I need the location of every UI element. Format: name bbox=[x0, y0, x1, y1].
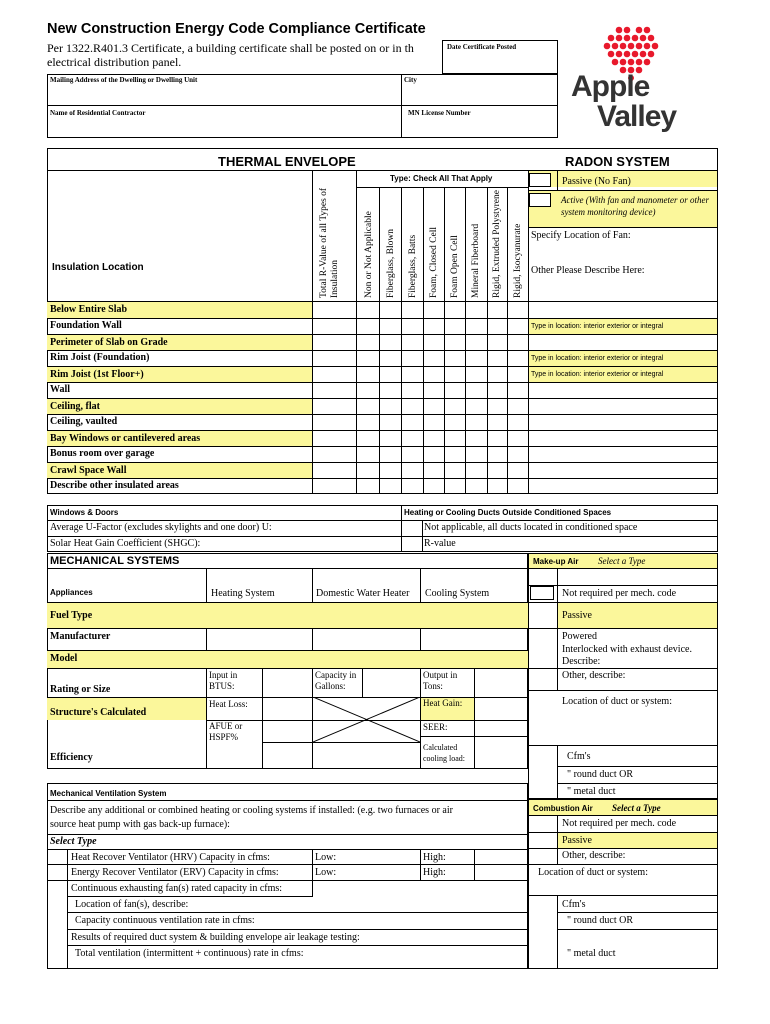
city-field[interactable] bbox=[401, 74, 558, 106]
combustion-round: " round duct OR bbox=[567, 915, 634, 926]
mechanical-title: MECHANICAL SYSTEMS bbox=[50, 555, 180, 567]
heat-loss-label: Heat Loss: bbox=[209, 699, 248, 709]
col-foam-open: Foam Open Cell bbox=[450, 235, 460, 298]
continuous-rate-label: Capacity continuous ventilation rate in cfms: bbox=[75, 915, 255, 926]
col-fiberglass-batts: Fiberglass, Batts bbox=[408, 234, 418, 298]
apple-valley-logo bbox=[571, 22, 725, 134]
makeup-metal: " metal duct bbox=[567, 786, 616, 797]
logo-text-valley: Valley bbox=[597, 100, 677, 133]
page-title: New Construction Energy Code Compliance Certificate bbox=[47, 21, 426, 37]
erv-label: Energy Recover Ventilator (ERV) Capacity in cfms: bbox=[71, 867, 279, 878]
makeup-location: Location of duct or system: bbox=[562, 696, 672, 707]
hrv-low-label: Low: bbox=[315, 852, 337, 863]
row-rim-joist-first: Rim Joist (1st Floor+) bbox=[47, 367, 312, 383]
row-bay-windows: Bay Windows or cantilevered areas bbox=[47, 431, 312, 447]
page-subtitle: Per 1322.R401.3 Certificate, a building certificate shall be posted on or in th electrical distribution panel. bbox=[47, 41, 414, 69]
row-perimeter-slab: Perimeter of Slab on Grade bbox=[47, 335, 312, 351]
col-rigid-iso: Rigid, Isocyanurate bbox=[513, 223, 523, 298]
heating-system-label: Heating System bbox=[211, 588, 275, 599]
col-none: Non or Not Applicable bbox=[364, 211, 374, 298]
hrv-label: Heat Recover Ventilator (HRV) Capacity in cfms: bbox=[71, 852, 270, 863]
combustion-location: Location of duct or system: bbox=[538, 867, 648, 878]
efficiency-label: Efficiency bbox=[50, 752, 93, 763]
combustion-title: Combustion Air bbox=[533, 804, 593, 813]
combined-systems-label: Describe any additional or combined heating or cooling systems if installed: (e.g. two furnaces or air source heat pump with gas back-up furnace): bbox=[50, 805, 453, 830]
fan-location-label: Location of fan(s), describe: bbox=[75, 899, 189, 910]
hrv-high-label: High: bbox=[423, 852, 446, 863]
col-total-r-value: Total R-Value of all Types of Insulation bbox=[319, 187, 340, 298]
col-fiberglass-blown: Fiberglass, Blown bbox=[386, 229, 396, 298]
makeup-notreq: Not required per mech. code bbox=[562, 588, 677, 599]
mailing-address-field[interactable] bbox=[47, 74, 402, 106]
makeup-powered: Powered bbox=[562, 631, 597, 642]
seer-label: SEER: bbox=[423, 722, 448, 732]
water-heater-label: Domestic Water Heater bbox=[316, 588, 410, 599]
makeup-cfms: Cfm's bbox=[567, 751, 591, 762]
combustion-select: Select a Type bbox=[612, 803, 661, 813]
makeup-select: Select a Type bbox=[598, 556, 646, 566]
makeup-interlocked: Interlocked with exhaust device. Describe: bbox=[562, 644, 692, 667]
row-wall: Wall bbox=[50, 384, 71, 395]
calc-cooling-label: Calculated cooling load: bbox=[423, 743, 465, 763]
logo-text-apple: Apple bbox=[571, 70, 650, 103]
insulation-location-label: Insulation Location bbox=[52, 262, 144, 273]
ventilation-title: Mechanical Ventilation System bbox=[50, 789, 167, 798]
row-crawl-space: Crawl Space Wall bbox=[47, 463, 312, 479]
row-foundation-wall: Foundation Wall bbox=[50, 320, 122, 331]
shgc-label: Solar Heat Gain Coefficient (SHGC): bbox=[50, 538, 201, 549]
row-bonus-room: Bonus room over garage bbox=[50, 448, 155, 459]
makeup-notreq-checkbox[interactable] bbox=[530, 586, 554, 600]
radon-passive-checkbox[interactable] bbox=[529, 173, 551, 187]
radon-fan-location: Specify Location of Fan: bbox=[531, 230, 631, 241]
row-ceiling-vaulted: Ceiling, vaulted bbox=[50, 416, 118, 427]
mailing-label: Mailing Address of the Dwelling or Dwelling Unit bbox=[50, 76, 198, 84]
combustion-notreq: Not required per mech. code bbox=[562, 818, 677, 829]
radon-other: Other Please Describe Here: bbox=[531, 265, 645, 276]
erv-low-label: Low: bbox=[315, 867, 337, 878]
erv-high-label: High: bbox=[423, 867, 446, 878]
combustion-passive: Passive bbox=[562, 835, 592, 846]
foundation-wall-location[interactable]: Type in location: interior exterior or integral bbox=[529, 319, 717, 334]
makeup-title: Make-up Air bbox=[533, 557, 579, 566]
makeup-round: " round duct OR bbox=[567, 769, 634, 780]
col-mineral: Mineral Fiberboard bbox=[471, 223, 481, 298]
ducts-rvalue: R-value bbox=[424, 538, 456, 549]
row-rim-joist-foundation: Rim Joist (Foundation) bbox=[50, 352, 150, 363]
col-foam-closed: Foam, Closed Cell bbox=[429, 227, 439, 298]
thermal-title: THERMAL ENVELOPE bbox=[218, 154, 356, 169]
city-label: City bbox=[404, 76, 417, 84]
license-label: MN License Number bbox=[408, 109, 471, 117]
leakage-testing-label: Results of required duct system & building envelope air leakage testing: bbox=[71, 932, 360, 943]
license-field[interactable] bbox=[401, 105, 558, 138]
total-ventilation-label: Total ventilation (intermittent + continuous) rate in cfms: bbox=[75, 948, 304, 959]
type-header: Type: Check All That Apply bbox=[390, 174, 493, 183]
manufacturer-label: Manufacturer bbox=[50, 631, 111, 642]
date-posted-label: Date Certificate Posted bbox=[447, 43, 517, 51]
model-label: Model bbox=[47, 651, 528, 668]
combustion-other: Other, describe: bbox=[562, 850, 626, 861]
radon-active: Active (With fan and manometer or other system monitoring device) bbox=[561, 195, 709, 217]
exhaust-fan-label: Continuous exhausting fan(s) rated capacity in cfms: bbox=[71, 883, 283, 894]
contractor-field[interactable] bbox=[47, 105, 402, 138]
na-cross-icon bbox=[313, 697, 420, 742]
rim-first-location[interactable]: Type in location: interior exterior or integral bbox=[529, 367, 717, 382]
u-factor-label: Average U-Factor (excludes skylights and one door) U: bbox=[50, 522, 272, 533]
radon-active-checkbox[interactable] bbox=[529, 193, 551, 207]
heat-gain-label: Heat Gain: bbox=[421, 698, 474, 720]
input-btus-label: Input in BTUS: bbox=[209, 670, 238, 691]
contractor-label: Name of Residential Contractor bbox=[50, 109, 146, 117]
rating-label: Rating or Size bbox=[50, 684, 111, 695]
makeup-other: Other, describe: bbox=[562, 670, 626, 681]
radon-passive: Passive (No Fan) bbox=[562, 176, 631, 187]
col-rigid-eps: Rigid, Extruded Polystyrene bbox=[492, 190, 502, 298]
fuel-type-label: Fuel Type bbox=[47, 603, 528, 628]
rim-foundation-location[interactable]: Type in location: interior exterior or integral bbox=[529, 351, 717, 366]
cooling-system-label: Cooling System bbox=[425, 588, 490, 599]
combustion-cfms: Cfm's bbox=[562, 899, 586, 910]
makeup-passive: Passive bbox=[562, 610, 592, 621]
radon-title: RADON SYSTEM bbox=[565, 154, 670, 169]
afue-label: AFUE or HSPF% bbox=[209, 721, 243, 742]
ducts-na: Not applicable, all ducts located in conditioned space bbox=[424, 522, 638, 533]
row-ceiling-flat: Ceiling, flat bbox=[47, 399, 312, 415]
vent-select-type: Select Type bbox=[50, 836, 97, 847]
date-posted-field[interactable] bbox=[442, 40, 558, 74]
row-below-slab: Below Entire Slab bbox=[47, 302, 312, 318]
output-tons-label: Output in Tons: bbox=[423, 670, 458, 691]
ducts-title: Heating or Cooling Ducts Outside Conditioned Spaces bbox=[404, 508, 612, 517]
appliances-label: Appliances bbox=[50, 588, 93, 597]
capacity-gallons-label: Capacity in Gallons: bbox=[315, 670, 357, 691]
structure-calc-label: Structure's Calculated bbox=[47, 698, 206, 720]
combustion-metal: " metal duct bbox=[567, 948, 616, 959]
windows-title: Windows & Doors bbox=[50, 508, 119, 517]
row-other-areas: Describe other insulated areas bbox=[50, 480, 179, 491]
